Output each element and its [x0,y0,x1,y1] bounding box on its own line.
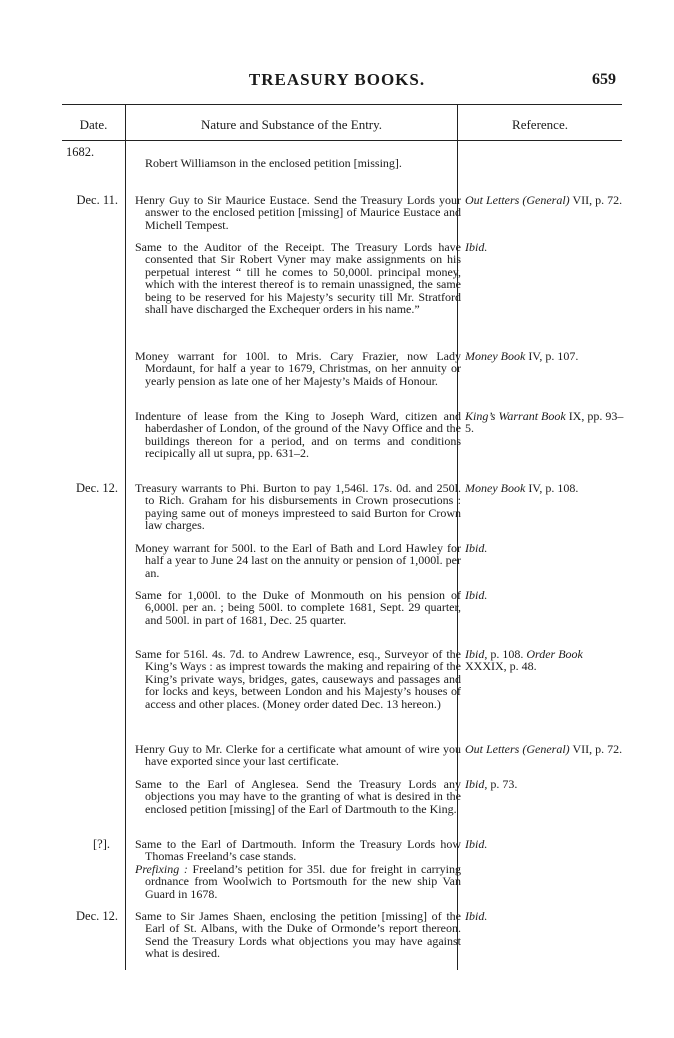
entry-reference [465,743,625,755]
entry-text: Same to Sir James Shaen, enclosing the petition [missing] of the Earl of St. Albans, with the Duke of Ormonde’s report thereon. Send the Treasury Lords what objections you may have against what is desired. [135,909,461,961]
reference-source: Ibid [465,647,485,661]
entry-text: Money warrant for 500l. to the Earl of Bath and Lord Hawley for half a year to June 24 last on the annuity or pension of 1,000l. per an. [135,541,461,580]
table-top-rule [62,104,622,105]
reference-detail: VII, p. 72. [569,742,623,756]
reference-source: Ibid. [465,541,488,555]
entry-text: Same to the Earl of Anglesea. Send the Treasury Lords any objections you may have to the granting of what is desired in the enclosed petition [missing] of the Earl of Dartmouth to the King. [135,777,461,816]
entry-date: [?]. [93,837,110,851]
reference-source: Money Book [465,481,526,495]
entry-text: Same for 516l. 4s. 7d. to Andrew Lawrence, esq., Surveyor of the King’s Ways : as imprest towards the making and repairing of the King’s private ways, bridges, gates, causeways and passages and for locks and keys, between London and his Majesty’s houses of access and other places. (Money order dated Dec. 13 hereon.) [135,647,461,711]
reference-source: Out Letters (General) [465,742,570,756]
column-divider-left [125,104,126,970]
running-title: TREASURY BOOKS. [248,70,426,89]
entry-reference [465,838,625,850]
entry-reference [465,648,625,673]
entry-date: Dec. 11. [76,193,118,207]
entry-text: Same to the Auditor of the Receipt. The Treasury Lords have consented that Sir Robert Vyner may make assignments on his perpetual interest “ till he comes to 50,000l. principal money, which with the interest thereof is to remain unassigned, the same being to be reserved for his Majesty’s security till Mr. Stratford shall have discharged the Exchequer orders in his name.” [135,240,461,317]
entry-text: Same for 1,000l. to the Duke of Monmouth on his pension of 6,000l. per an. ; being 500l. to complete 1681, Sept. 29 quarter, and 500l. in part of 1681, Dec. 25 quarter. [135,588,461,627]
column-header-reference: Reference. [512,117,568,132]
entry-date: Dec. 12. [76,481,118,495]
entry-reference [465,910,625,922]
reference-detail-2: XXXIX, p. 48. [465,659,537,674]
running-head [0,70,674,92]
reference-source-2: Order Book [526,647,583,661]
entry-reference [465,241,625,253]
year-label: 1682. [66,145,95,159]
page-number: 659 [592,71,616,88]
entry-reference [465,194,625,206]
reference-source: Out Letters (General) [465,193,570,207]
reference-source: King’s Warrant Book [465,409,566,423]
reference-source: Ibid [465,777,485,791]
reference-detail: IX, pp. 93–5. [465,409,624,436]
entry-reference [465,542,625,554]
reference-source: Ibid. [465,240,488,254]
column-header-date: Date. [79,117,108,132]
reference-detail: , p. 73. [484,777,518,791]
reference-source: Ibid. [465,837,488,851]
reference-source: Ibid. [465,909,488,923]
entry-text: Treasury warrants to Phi. Burton to pay 1,546l. 17s. 0d. and 250l. to Rich. Graham for his disbursements in Crown prosecutions : paying same out of moneys impresteed to said Burton for Crown law charges. [135,481,461,533]
entry-date: Dec. 12. [76,909,118,923]
reference-source: Money Book [465,349,526,363]
entry-text: Money warrant for 100l. to Mris. Cary Frazier, now Lady Mordaunt, for half a year to 1679, Christmas, on her annuity or yearly pension as late one of her Majesty’s Maids of Honour. [135,349,461,388]
entry-reference [465,410,625,435]
prefix-text: Freeland’s petition for 35l. due for freight in carrying ordnance from Woolwich to Portsmouth for the new ship Van Guard in 1678. [145,862,461,901]
prefix-label: Prefixing : [135,862,188,876]
table-header-rule [62,140,622,141]
entry-text: Henry Guy to Mr. Clerke for a certificate what amount of wire you have exported since your last certificate. [135,742,461,769]
reference-detail: IV, p. 108. [525,481,579,495]
entry-prefix [135,863,461,900]
entry-reference [465,350,625,362]
reference-detail: VII, p. 72. [569,193,623,207]
entry-text: Robert Williamson in the enclosed petition [missing]. [145,156,402,170]
entry-text: Same to the Earl of Dartmouth. Inform the Treasury Lords how Thomas Freeland’s case stands. [135,837,461,864]
entry-reference [465,482,625,494]
reference-detail: , p. 108. [484,647,527,661]
column-header-nature: Nature and Substance of the Entry. [200,117,383,132]
reference-source: Ibid. [465,588,488,602]
entry-text: Indenture of lease from the King to Joseph Ward, citizen and haberdasher of London, of the ground of the Navy Office and the buildings thereon for a period, and on terms and conditions recipically all ut supra, pp. 631–2. [135,409,461,461]
entry-reference [465,589,625,601]
entry-text: Henry Guy to Sir Maurice Eustace. Send the Treasury Lords your answer to the enclosed petition [missing] of Maurice Eustace and Michell Tempest. [135,193,461,232]
reference-detail: IV, p. 107. [525,349,579,363]
entry-reference [465,778,625,790]
